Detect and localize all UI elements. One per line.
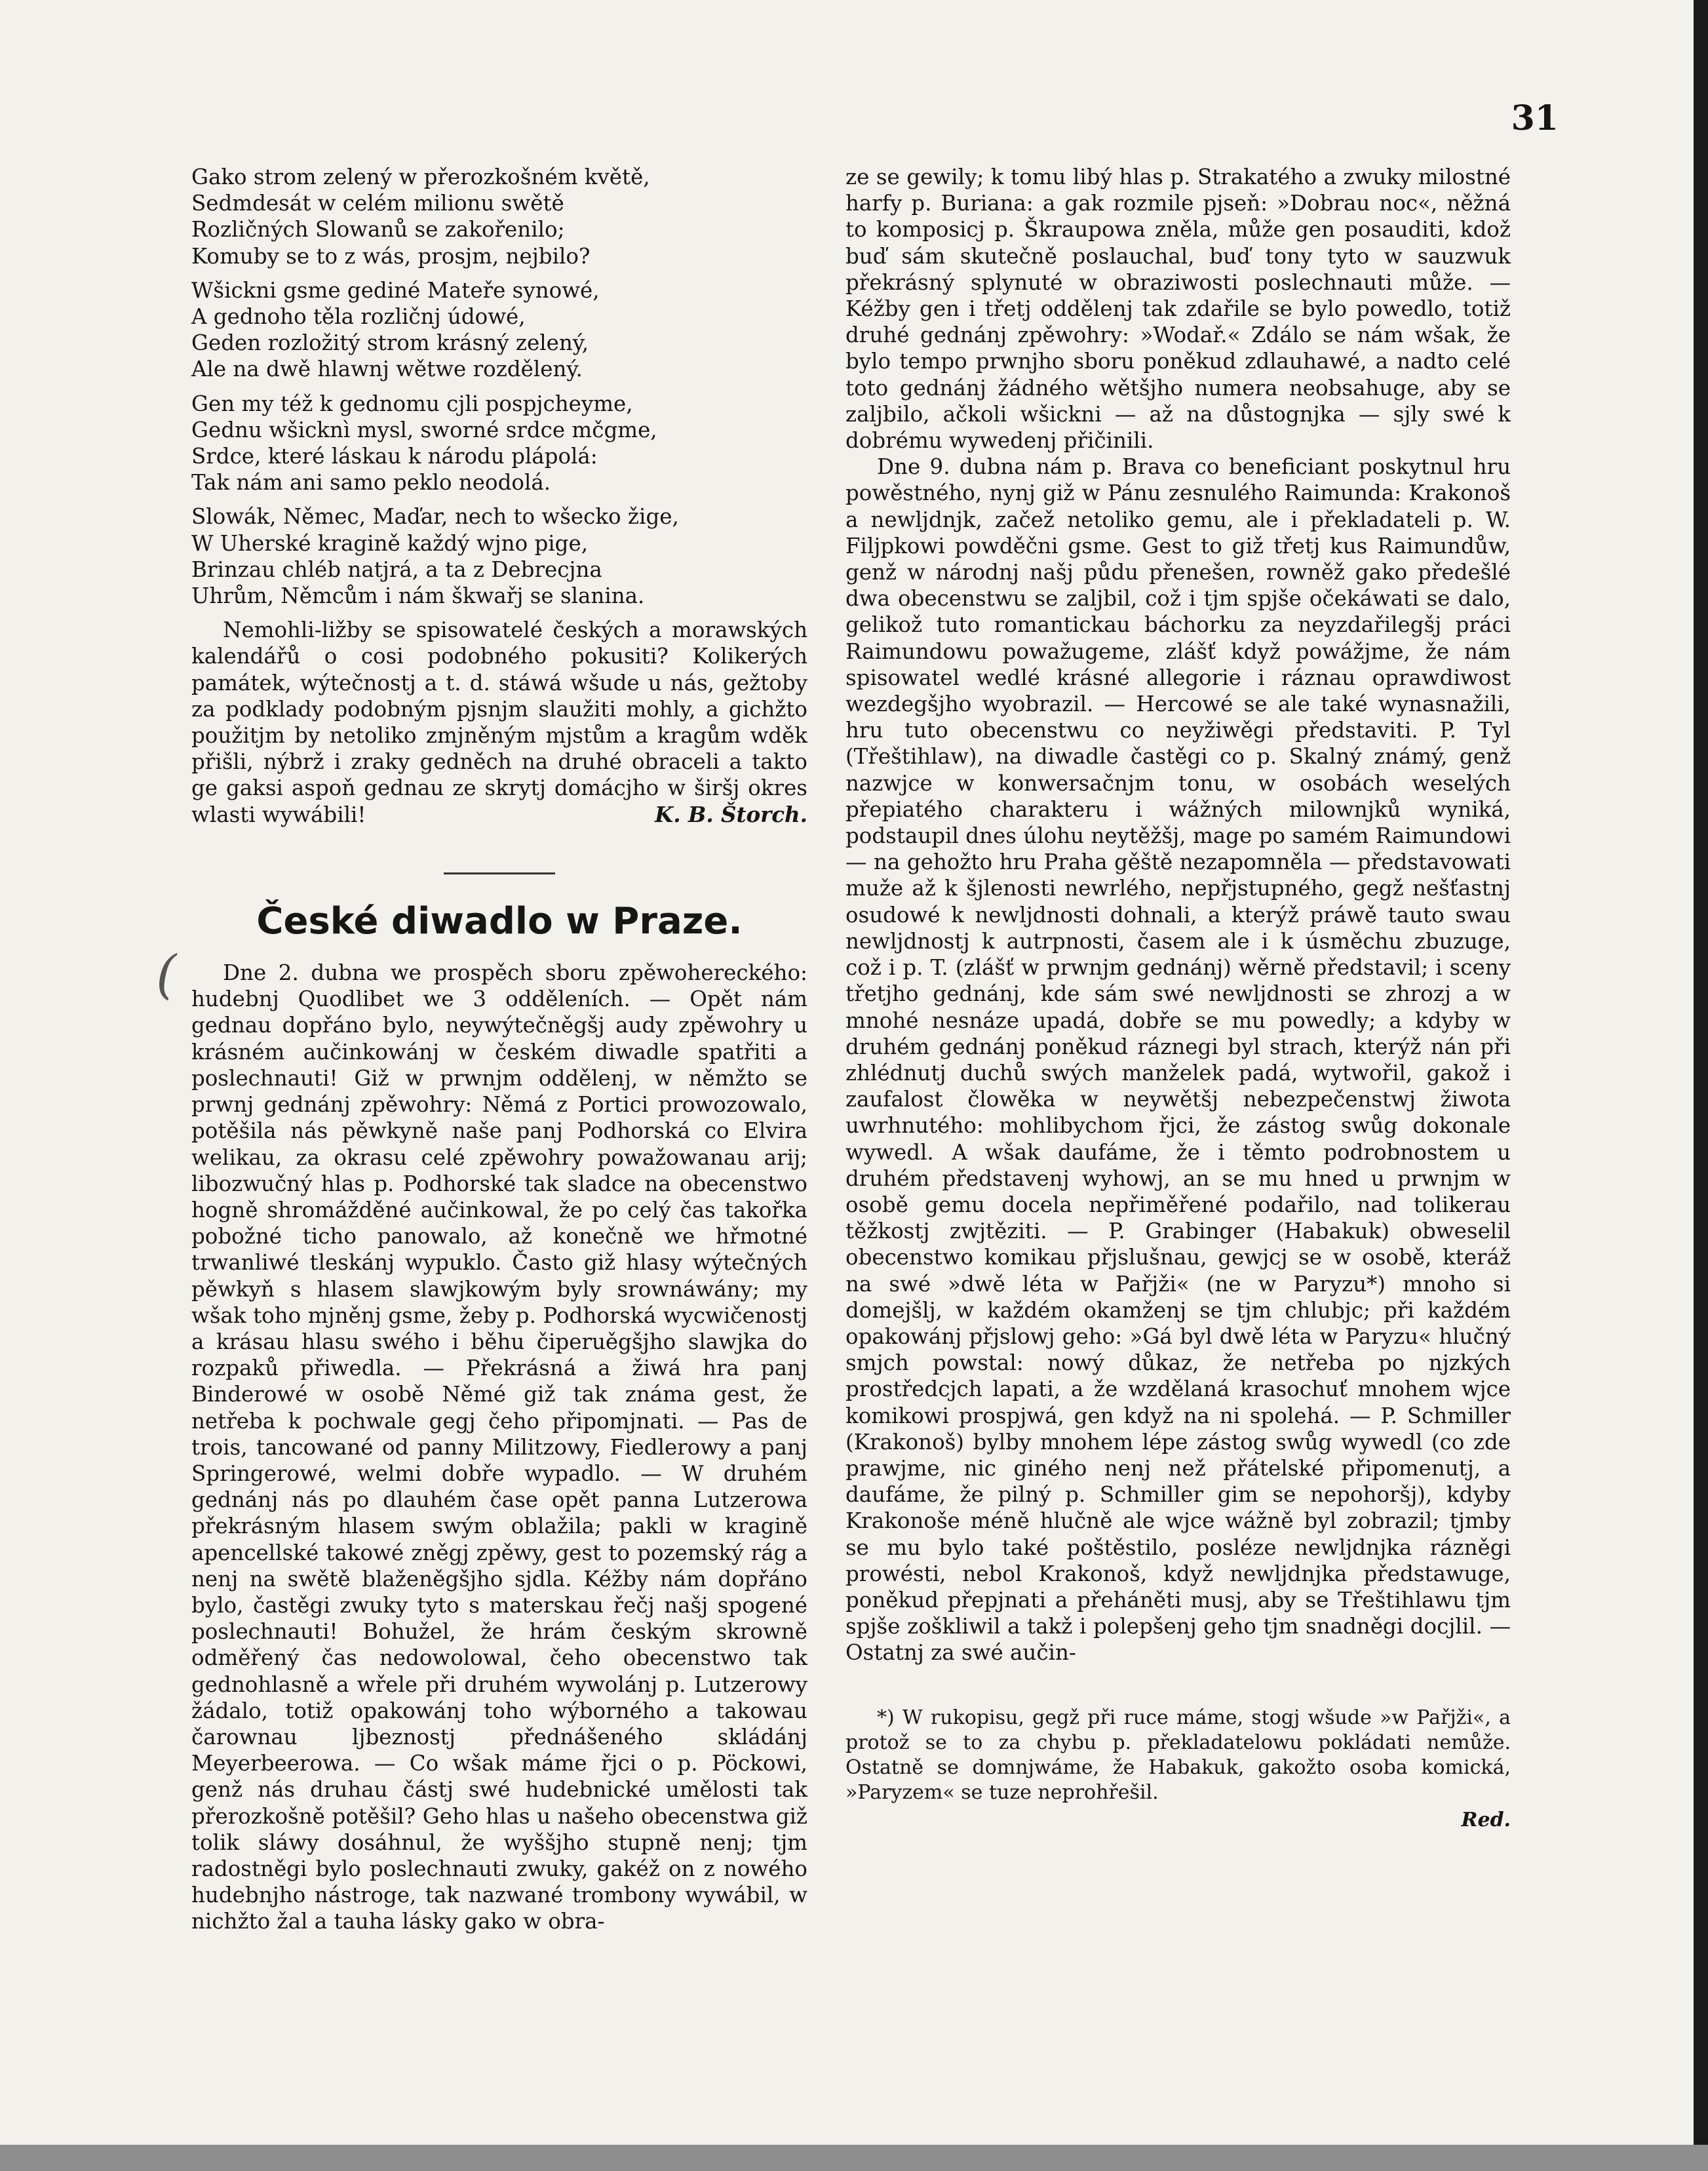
poem-line: Rozličných Slowanů se zakořenilo; (191, 217, 565, 243)
poem-line: Brinzau chléb natjrá, a ta z Debrecjna (191, 557, 602, 582)
footnote-signature: Red. (1461, 1808, 1511, 1831)
poem-line: Geden rozložitý strom krásný zelený, (191, 330, 589, 356)
poem-line: Slowák, Němec, Maďar, nech to wšecko žige, (191, 504, 679, 530)
poem-line: Komuby se to z wás, prosjm, nejbilo? (191, 243, 591, 269)
poem-stanza (191, 391, 807, 496)
section-divider (444, 872, 555, 874)
poem-line: Gednu wšicknì mysl, sworné srdce mčgme, (191, 417, 657, 442)
page-number: 31 (1511, 98, 1559, 138)
footnote (845, 1706, 1511, 1833)
right-column (845, 164, 1511, 1833)
footnote-text: *) W rukopisu, gegž při ruce máme, stogj wšude »w Pařjži«, a protož se to za chybu p. překladatelowu pokládati nemůže. Ostatně se domnjwáme, že Habakuk, gakožto osoba komická, »Paryzem« se tuze neprohřešil. (845, 1706, 1511, 1804)
poem-stanza (191, 503, 807, 609)
article-paragraph: ze se gewily; k tomu libý hlas p. Strakatého a zwuky milostné harfy p. Buriana: a gak rozmile pjseň: »Dobrau noc«, něžná to komposicj p. Škraupowa zněla, může gen posauditi, kdož buď sám skutečně poslauchal, buď tony tyto w sauzwuk překrásný splynuté w obraziwosti poslechnauti může. — Kéžby gen i třetj oddělenj tak zdařile se bylo powedlo, totiž druhé gednánj zpěwohry: »Wodař.« Zdálo se nám wšak, že bylo tempo prwnjho sboru poněkud zdlauhawé, a nadto celé toto gednánj žádného wětšjho numera neobsahuge, aby se zaljbilo, ačkoli wšickni — až na důstognjka — sjly swé k dobrému wywedenj přičinili. (845, 165, 1511, 454)
poem (191, 164, 807, 828)
poem-line: Uhrům, Němcům i nám škwařj se slanina. (191, 583, 645, 609)
poem-line: Gako strom zelený w přerozkošném květě, (191, 165, 650, 189)
poem-author: K. B. Štorch. (655, 801, 807, 827)
poem-line: Tak nám ani samo peklo neodolá. (191, 470, 551, 496)
article-paragraph: Dne 2. dubna we prospěch sboru zpěwohereckého: hudebnj Quodlibet we 3 odděleních. — Opět nám gednau dopřáno bylo, neywýtečněgšj audy zpěwohry u krásném aučinkowánj w českém diwadle spatřiti a poslechnauti! Giž w prwnjm oddělenj, w němžto se prwnj gednánj zpěwohry: Němá z Portici prowozowalo, potěšila nás pěwkyně naše panj Podhorská co Elvira welikau, za okrasu celé zpěwohry powažowanau arij; libozwučný hlas p. Podhorské tak sladce na obecenstwo hogně shromážděné aučinkowal, že po celý čas takořka pobožné ticho panowalo, až konečně we hřmotné trwanliwé tleskánj wypuklo. Často giž hlasy wýtečných pěwkyň s hlasem slawjkowým byly srownáwány; my wšak toho mjněnj gsme, žeby p. Podhorská wycwičenostj a krásau hlasu swého i běhu čiperuěgšjho slawjka do rozpaků přiwedla. — Překrásná a žiwá hra panj Binderowé w osobě Němé giž tak známa gest, že netřeba k pochwale gegj čeho připomjnati. — Pas de trois, tancowané od panny Militzowy, Fiedlerowy a panj Springerowé, welmi dobře wypadlo. — W druhém gednánj nás po dlauhém čase opět panna Lutzerowa překrásným hlasem swým oblažila; pakli w kragině apencellské takowé zněgj zpěwy, gest to pozemský rág a nenj na swětě blaženěgšjho sjdla. Kéžby nám dopřáno bylo, častěgi zwuky tyto s materskau řečj našj spogené poslechnauti! Bohužel, že hrám českým skrowně odměřený čas nedowolowal, čeho obecenstwo tak gednohlasně a wřele při druhém wywolánj p. Lutzerowy žádalo, totiž opakowánj toho wýborného a takowau čarownau ljbeznostj přednášeného skládánj Meyerbeerowa. — Co wšak máme řjci o p. Pöckowi, genž nás druhau částj swé hudebnické umělosti tak přerozkošně potěšil? Geho hlas u našeho obecenstwa giž tolik sláwy dosáhnul, že wyššjho stupně nenj; tjm radostněgi bylo poslechnauti zwuky, gakéž on z nowého hudebnjho nástroge, tak nazwané trombony wywábil, w nichžto žal a tauha lásky gako w obra- (191, 960, 807, 1934)
pencil-margin-mark: ( (156, 944, 177, 1005)
poem-line: W Uherské kragině každý wjno pige, (191, 530, 589, 556)
poem-line: A gednoho těla rozličnj údowé, (191, 304, 526, 330)
poem-line: Ale na dwě hlawnj wětwe rozdělený. (191, 357, 583, 382)
left-column (191, 164, 807, 1935)
poem-stanza (191, 164, 807, 269)
article-title: České diwadlo w Praze. (256, 900, 743, 943)
article-paragraph: Dne 9. dubna nám p. Brava co beneficiant poskytnul hru powěstného, nynj giž w Pánu zesnulého Raimunda: Krakonoš a newljdnjk, začež netoliko gemu, ale i překladateli p. W. Filjpkowi powděčni gsme. Gest to giž třetj kus Raimundůw, genž w národnj našj půdu přenešen, rowněž gako předešlé dwa obecenstwu se zaljbil, což i tjm spjše očekáwati se dalo, gelikož tuto romantickau báchorku za neyzdařilegšj práci Raimundowu powažugeme, zlášť když powážjme, že nám spisowatel wedlé krásné allegorie i ráznau oprawdiwost wezdegšjho wyobrazil. — Hercowé se ale také wynasnažili, hru tuto obecenstwu co neyžiwěgi představiti. P. Tyl (Třeštihlaw), na diwadle častěgi co p. Skalný známý, genž nazwjce w konwersačnjm tonu, w osobách weselých přepiatého charakteru i wážných milownjků wyniká, podstaupil dnes úlohu neytěžšj, mage po samém Raimundowi — na gehožto hru Praha gěště nezapomněla — představowati muže až k šjlenosti newrlého, nepřjstupného, gegž nešťastnj osudowé k newljdnosti dohnali, a kterýž práwě tauto swau newljdnostj k autrpnosti, časem ale i k úsměchu zbuzuge, což i p. T. (zlášť w prwnjm gednánj) wěrně představil; i sceny třetjho gednánj, kde sám swé newljdnosti se zhrozj a w mnohé nesnáze upadá, dobře se mu powedly; a kdyby w druhém gednánj poněkud ráznegi byl strach, kterýž nán při zhlédnutj duchů swých manželek padá, wytwořil, gakož i zaufalost člowěka w neywětšj nebezpečenstwj žiwota uwrhnutého: mohlibychom řjci, že zástog swůg dokonale wywedl. A wšak daufáme, že i těmto podrobnostem u druhém představenj wyhowj, an se mu hned u prwnjm w osobě gemu docela nepřiměřené podařilo, nad tolikerau těžkostj zwjtěziti. — P. Grabinger (Habakuk) obweselil obecenstwo komikau přjslušnau, gewjcj se w osobě, kteráž na swé »dwě léta w Pařjži« (ne w Paryzu*) mnoho si domejšlj, w každém okamženj se tjm chlubjc; při každém opakowánj přjslowj geho: »Gá byl dwě léta w Paryzu« hlučný smjch powstal: nowý důkaz, že netřeba po njzkých prostředcjch lapati, a že wzdělaná krasochuť mnohem wjce komikowi prospjwá, gen když na ni spolehá. — P. Schmiller (Krakonoš) bylby mnohem lépe zástog swůg wywedl (co zde prawjme, nic giného nenj než přátelské připomenutj, a daufáme, že pilný p. Schmiller gim se nepohoršj), kdyby Krakonoše méně hlučně ale wjce wážně byl zobrazil; tjmby se mu bylo také poštěstilo, posléze newljdnjka rázněgi prowésti, nebol Krakonoš, když newljdnjka předstawuge, poněkud přepjnati a přeháněti musj, aby se Třeštihlawu tjm spjše zoškliwil a takž i polepšenj geho tjm snadněgi docjlil. — Ostatnj za swé aučin- (845, 454, 1511, 1666)
poem-line: Gen my též k gednomu cjli pospjcheyme, (191, 391, 633, 416)
poem-stanza (191, 277, 807, 383)
scan-edge-right (1694, 0, 1708, 2171)
poem-line: Srdce, které láskau k národu plápolá: (191, 444, 598, 469)
poem-line: Sedmdesát w celém milionu swětě (191, 191, 564, 216)
poem-line: Wšickni gsme gediné Mateře synowé, (191, 277, 600, 303)
scan-edge-bottom (0, 2145, 1708, 2171)
poem-closing-paragraph: Nemohli-ližby se spisowatelé českých a morawských kalendářů o cosi podobného pokusiti? Kolikerých památek, wýtečnostj a t. d. stáwá wšude u nás, gežtoby za podklady podobným pjsnjm slaužiti mohly, a gichžto použitjm by netoliko zmjněným mjstům a kragům wděk přišli, nýbrž i zraky gedněch na druhé obraceli a takto ge gaksi aspoň gednau ze skrytj domácjho w širšj okres wlasti wywábili! (191, 617, 807, 827)
